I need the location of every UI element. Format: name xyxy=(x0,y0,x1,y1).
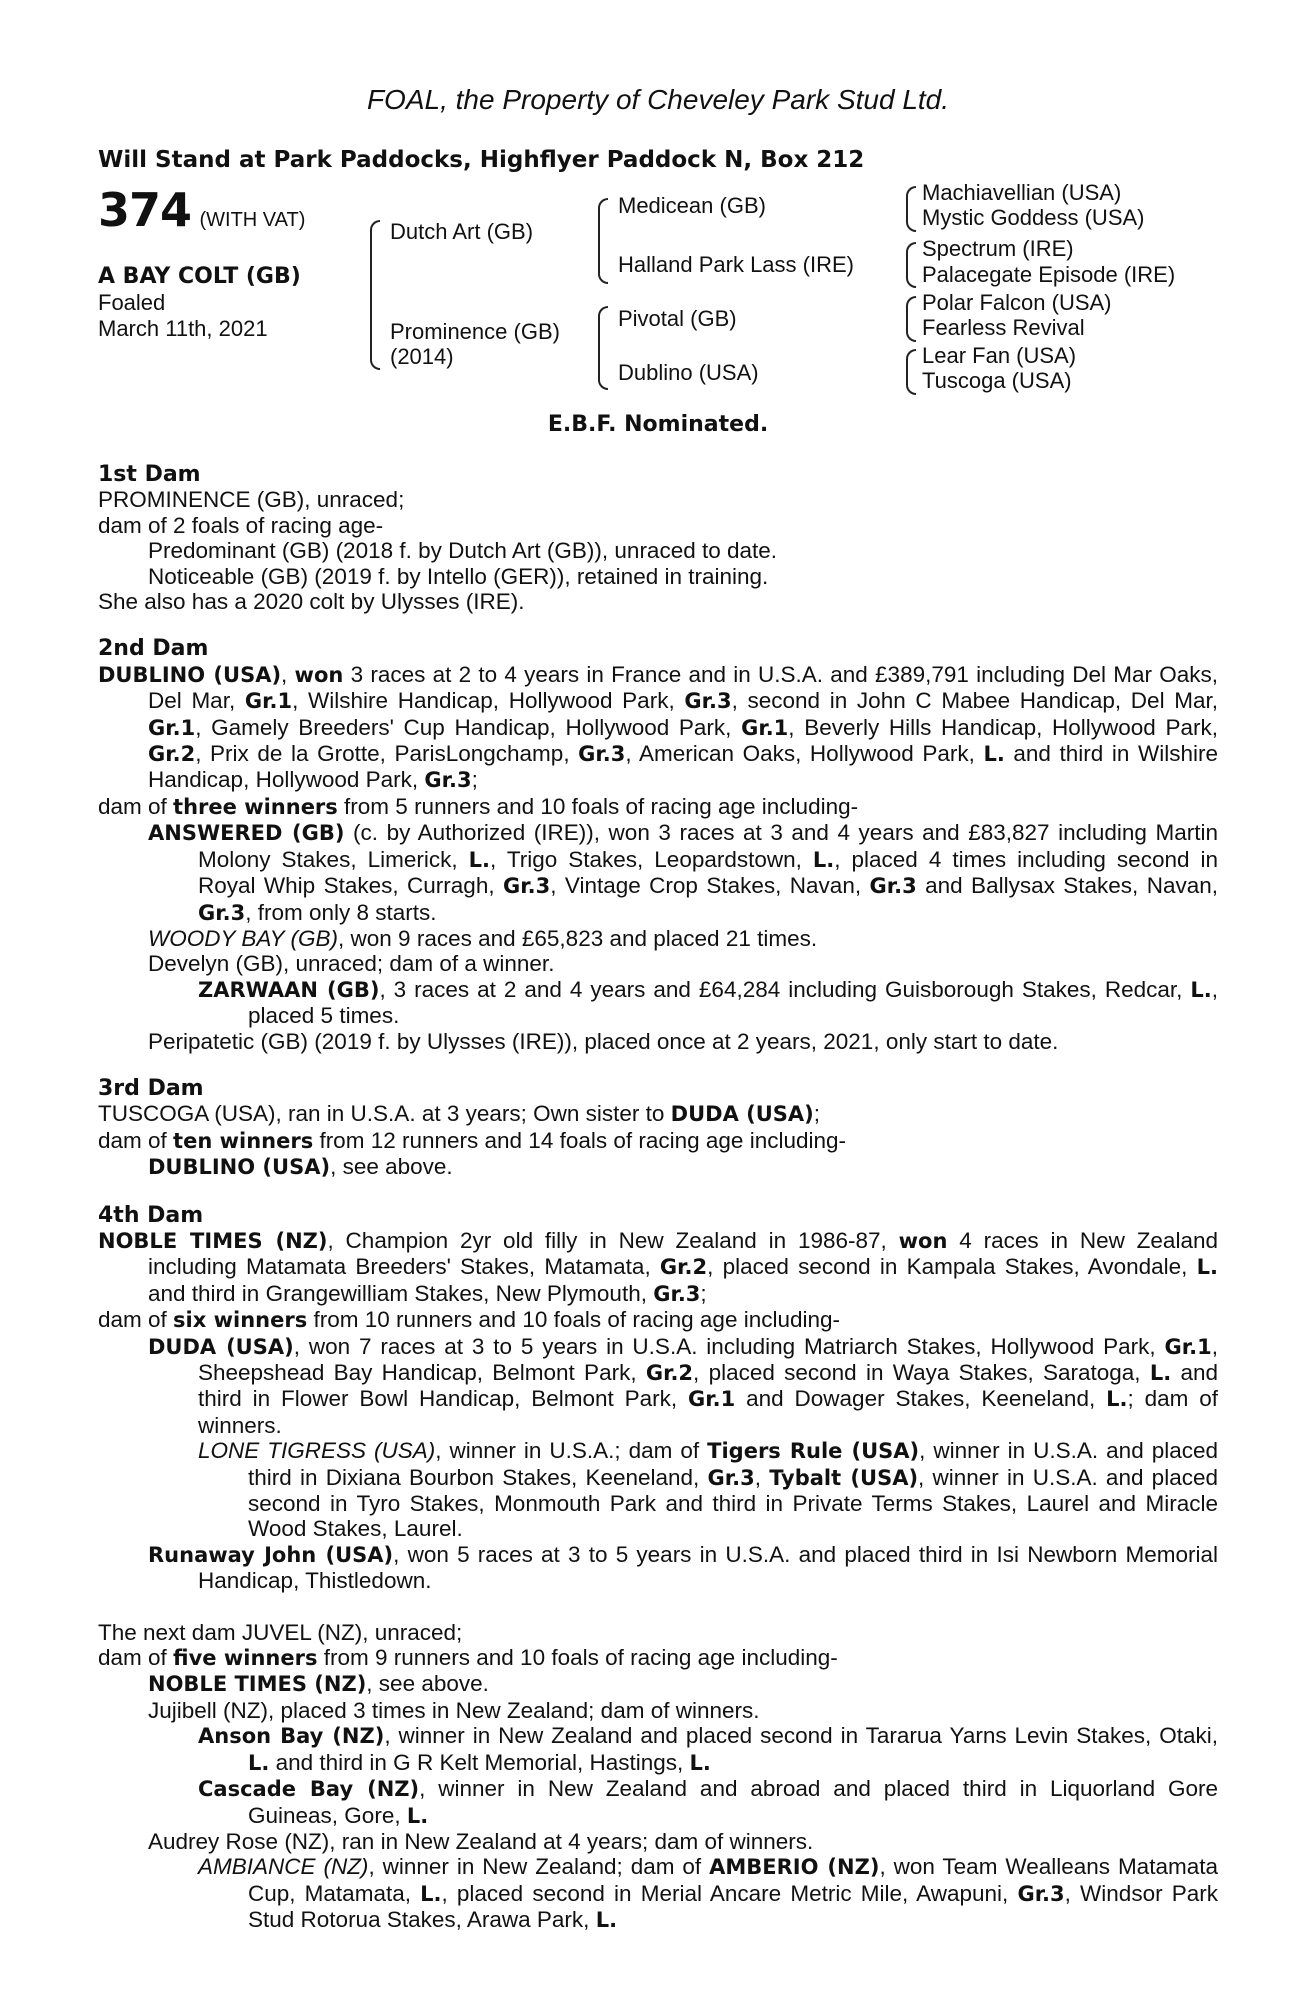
section-heading: 1st Dam xyxy=(98,462,201,487)
dam: Prominence (GB) xyxy=(390,319,560,344)
dam-entry: TUSCOGA (USA), ran in U.S.A. at 3 years; Own sister to DUDA (USA); xyxy=(98,1101,821,1127)
vat-note: (WITH VAT) xyxy=(199,209,306,231)
produce-entry: NOBLE TIMES (NZ), see above. xyxy=(148,1671,489,1697)
pedigree-brace xyxy=(370,220,380,370)
produce-entry: DUDA (USA), won 7 races at 3 to 5 years in U.S.A. including Matriarch Stakes, Hollywood Park, Gr.1, Sheepshead Bay Handicap, Belmont Park, Gr.2, placed second in Waya Stakes, Saratoga, L. and third in Flower Bowl Handicap, Belmont Park, Gr.1 and Dowager Stakes, Keeneland, L.; dam of winners. xyxy=(148,1333,1218,1438)
dam-entry: DUBLINO (USA), won 3 races at 2 to 4 years in France and in U.S.A. and £389,791 including Del Mar Oaks, Del Mar, Gr.1, Wilshire Handicap, Hollywood Park, Gr.3, second in John C Mabee Handicap, Del Mar, Gr.1, Gamely Breeders' Cup Handicap, Hollywood Park, Gr.1, Beverly Hills Handicap, Hollywood Park, Gr.2, Prix de la Grotte, ParisLongchamp, Gr.3, American Oaks, Hollywood Park, L. and third in Wilshire Handicap, Hollywood Park, Gr.3; xyxy=(98,661,1219,793)
produce-entry: ANSWERED (GB) (c. by Authorized (IRE)), won 3 races at 3 and 4 years and £83,827 including Martin Molony Stakes, Limerick, L., Trigo Stakes, Leopardstown, L., placed 4 times including second in Royal Whip Stakes, Curragh, Gr.3, Vintage Crop Stakes, Navan, Gr.3 and Ballysax Stakes, Navan, Gr.3, from only 8 starts. xyxy=(148,820,1218,925)
dd-dam: Tuscoga (USA) xyxy=(922,368,1072,393)
sire: Dutch Art (GB) xyxy=(390,219,534,244)
dam-year: (2014) xyxy=(390,344,454,369)
pedigree-brace xyxy=(598,198,608,284)
foaled-date: Foaled March 11th, 2021 xyxy=(98,290,268,341)
ebf-note: E.B.F. Nominated. xyxy=(547,412,769,437)
sd-sire: Spectrum (IRE) xyxy=(922,236,1074,261)
dam-entry: dam of ten winners from 12 runners and 14 foals of racing age including- xyxy=(98,1127,847,1153)
colt-title: A BAY COLT (GB) xyxy=(98,264,301,289)
produce-entry: Noticeable (GB) (2019 f. by Intello (GER)), retained in training. xyxy=(148,563,769,589)
dam-entry: She also has a 2020 colt by Ulysses (IRE). xyxy=(98,589,525,615)
produce-entry: DUBLINO (USA), see above. xyxy=(148,1154,453,1180)
sd-dam: Palacegate Episode (IRE) xyxy=(922,262,1176,287)
pedigree-brace xyxy=(906,242,916,288)
produce-entry: Develyn (GB), unraced; dam of a winner. xyxy=(148,951,555,977)
dam-entry: The next dam JUVEL (NZ), unraced; xyxy=(98,1619,463,1645)
catalogue-body xyxy=(98,462,1218,1934)
page-header: FOAL, the Property of Cheveley Park Stud Ltd. xyxy=(366,84,950,115)
produce-entry: Peripatetic (GB) (2019 f. by Ulysses (IRE)), placed once at 2 years, 2021, only start to date. xyxy=(148,1028,1059,1054)
sire-dam: Halland Park Lass (IRE) xyxy=(618,252,854,277)
dam-entry: NOBLE TIMES (NZ), Champion 2yr old filly in New Zealand in 1986-87, won 4 races in New Zealand including Matamata Breeders' Stakes, Matamata, Gr.2, placed second in Kampala Stakes, Avondale, L. and third in Grangewilliam Stakes, New Plymouth, Gr.3; xyxy=(98,1227,1218,1306)
stand-location: Will Stand at Park Paddocks, Highflyer Paddock N, Box 212 xyxy=(98,147,865,173)
lot-block xyxy=(98,183,305,237)
produce-entry: Audrey Rose (NZ), ran in New Zealand at 4 years; dam of winners. xyxy=(148,1828,814,1854)
produce-entry: Predominant (GB) (2018 f. by Dutch Art (GB)), unraced to date. xyxy=(148,538,778,564)
ss-dam: Mystic Goddess (USA) xyxy=(922,205,1145,230)
dam-entry: dam of three winners from 5 runners and 10 foals of racing age including- xyxy=(98,793,859,819)
pedigree-brace xyxy=(906,296,916,342)
produce-entry: Runaway John (USA), won 5 races at 3 to 5 years in U.S.A. and placed third in Isi Newborn Memorial Handicap, Thistledown. xyxy=(148,1541,1218,1594)
produce-entry: Anson Bay (NZ), winner in New Zealand and placed second in Tararua Yarns Levin Stakes, Otaki, L. and third in G R Kelt Memorial, Hastings, L. xyxy=(198,1723,1219,1775)
produce-entry: WOODY BAY (GB), won 9 races and £65,823 and placed 21 times. xyxy=(148,925,818,951)
produce-entry: ZARWAAN (GB), 3 races at 2 and 4 years and £64,284 including Guisborough Stakes, Redcar, L., placed 5 times. xyxy=(198,976,1218,1029)
ss-sire: Machiavellian (USA) xyxy=(922,180,1122,205)
dam-entry: dam of 2 foals of racing age- xyxy=(98,512,384,538)
dam-entry: dam of six winners from 10 runners and 10 foals of racing age including- xyxy=(98,1307,841,1333)
produce-entry: LONE TIGRESS (USA), winner in U.S.A.; dam of Tigers Rule (USA), winner in U.S.A. and placed third in Dixiana Bourbon Stakes, Keeneland, Gr.3, Tybalt (USA), winner in U.S.A. and placed second in Tyro Stakes, Monmouth Park and third in Private Terms Stakes, Laurel and Miracle Wood Stakes, Laurel. xyxy=(198,1438,1219,1542)
section-heading: 3rd Dam xyxy=(98,1075,204,1101)
produce-entry: AMBIANCE (NZ), winner in New Zealand; dam of AMBERIO (NZ), won Team Wealleans Matamata Cup, Matamata, L., placed second in Merial Ancare Metric Mile, Awapuni, Gr.3, Windsor Park Stud Rotorua Stakes, Arawa Park, L. xyxy=(198,1854,1218,1933)
produce-entry: Jujibell (NZ), placed 3 times in New Zealand; dam of winners. xyxy=(148,1697,760,1723)
lot-number: 374 xyxy=(98,183,192,237)
dd-sire: Lear Fan (USA) xyxy=(922,343,1077,368)
produce-entry: Cascade Bay (NZ), winner in New Zealand and abroad and placed third in Liquorland Gore Guineas, Gore, L. xyxy=(198,1776,1218,1828)
pedigree-brace xyxy=(906,186,916,232)
dam-entry: dam of five winners from 9 runners and 10 foals of racing age including- xyxy=(98,1645,838,1671)
dam-entry: PROMINENCE (GB), unraced; xyxy=(98,487,405,513)
section-heading: 2nd Dam xyxy=(98,636,209,662)
ds-dam: Fearless Revival xyxy=(922,315,1085,340)
sire-sire: Medicean (GB) xyxy=(618,193,766,218)
pedigree-brace xyxy=(598,306,608,390)
section-heading: 4th Dam xyxy=(98,1202,204,1228)
dam-dam: Dublino (USA) xyxy=(618,360,759,385)
ds-sire: Polar Falcon (USA) xyxy=(922,290,1112,315)
dam-sire: Pivotal (GB) xyxy=(618,306,737,331)
pedigree-brace xyxy=(906,349,916,395)
